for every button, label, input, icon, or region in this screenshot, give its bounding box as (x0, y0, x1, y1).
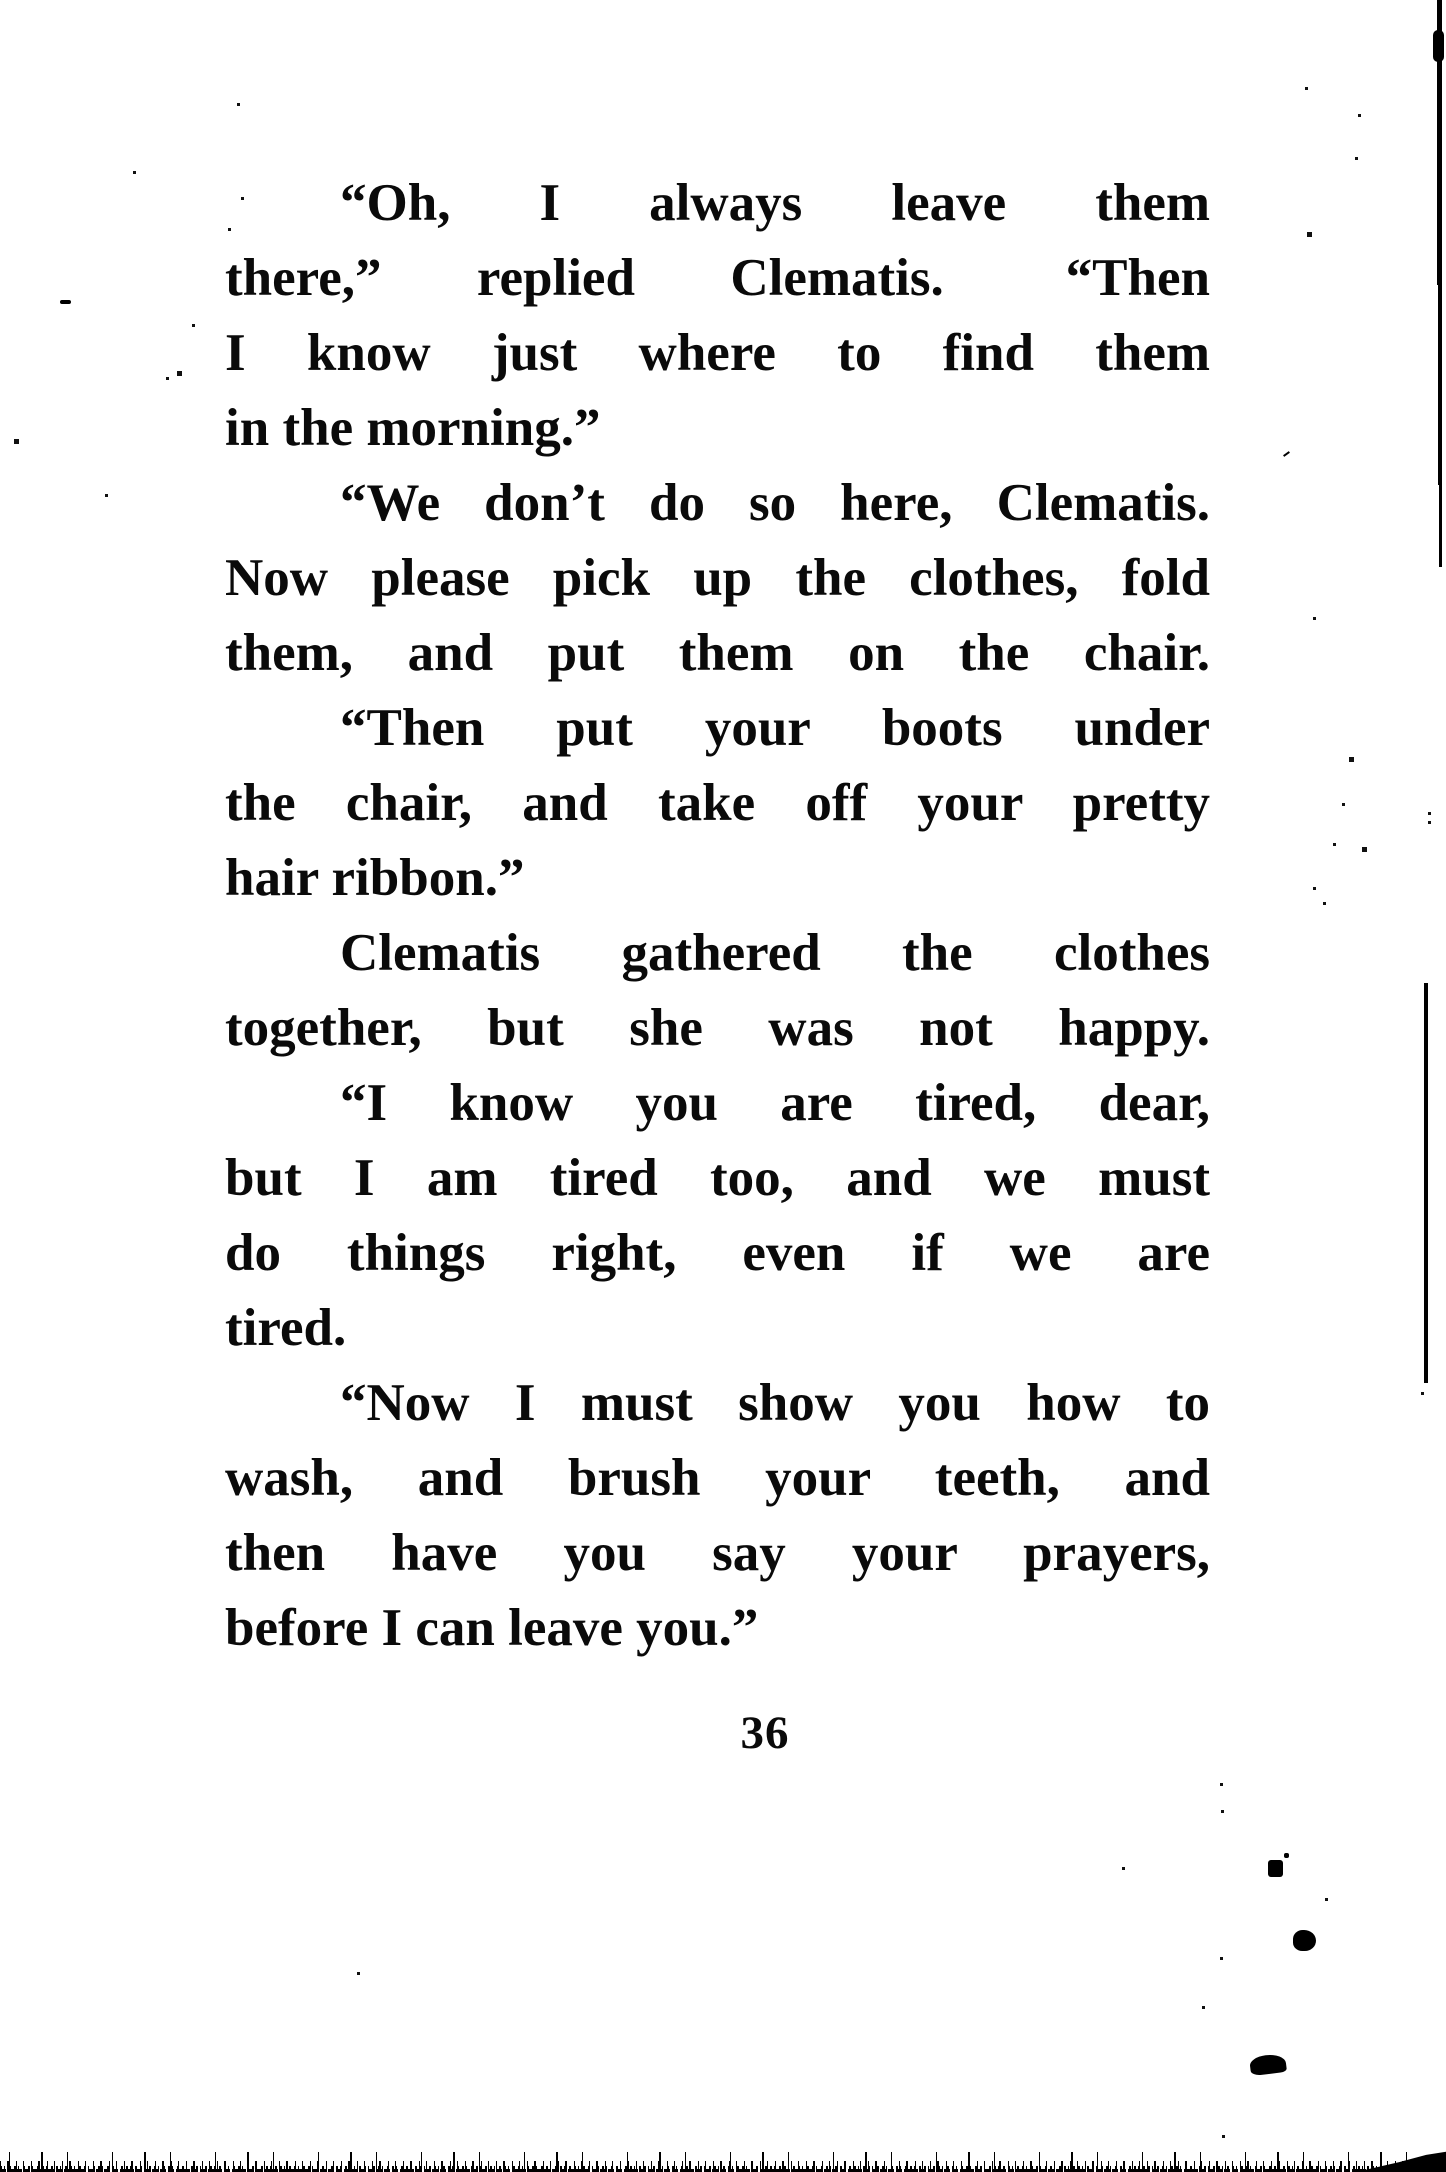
ink-blob (1268, 1860, 1283, 1877)
scan-specks (0, 0, 3, 3)
text-line: “Oh, I always leave them (340, 174, 1210, 232)
text-line: then have you say your prayers, (225, 1524, 1210, 1582)
text-line: them, and put them on the chair. (225, 624, 1210, 682)
text-line: together, but she was not happy. (225, 999, 1210, 1057)
text-line: there,” replied Clematis. “Then (225, 249, 1210, 307)
scan-edge-line (1439, 485, 1442, 567)
ink-mark (60, 300, 71, 304)
ink-mark (1283, 451, 1290, 457)
text-line: before I can leave you.” (225, 1599, 759, 1657)
paragraph (225, 1066, 1210, 1366)
text-line: “Then put your boots under (340, 699, 1210, 757)
text-line: in the morning.” (225, 399, 601, 457)
paragraph (225, 1366, 1210, 1666)
text-line: “Now I must show you how to (340, 1374, 1210, 1432)
text-line: Now please pick up the clothes, fold (225, 549, 1210, 607)
text-line: wash, and brush your teeth, and (225, 1449, 1210, 1507)
scan-edge-line (1438, 283, 1442, 485)
text-line: Clematis gathered the clothes (340, 924, 1210, 982)
ink-blob (1249, 2053, 1287, 2076)
page-text (225, 166, 1210, 1666)
paragraph (225, 691, 1210, 916)
ink-blob (1284, 1853, 1289, 1858)
paragraph (225, 916, 1210, 1066)
ink-blob (1293, 1930, 1316, 1951)
text-line: hair ribbon.” (225, 849, 525, 907)
page-number: 36 (740, 1707, 790, 1759)
paragraph (225, 466, 1210, 691)
paragraph (225, 166, 1210, 466)
text-line: “I know you are tired, dear, (340, 1074, 1210, 1132)
text-line: “We don’t do so here, Clematis. (340, 474, 1210, 532)
text-line: I know just where to find them (225, 324, 1210, 382)
text-line: but I am tired too, and we must (225, 1149, 1210, 1207)
text-line: tired. (225, 1299, 347, 1357)
scan-edge-line (1424, 983, 1428, 1383)
scan-edge-line (1433, 30, 1444, 62)
text-line: do things right, even if we are (225, 1224, 1210, 1282)
text-line: the chair, and take off your pretty (225, 774, 1210, 832)
